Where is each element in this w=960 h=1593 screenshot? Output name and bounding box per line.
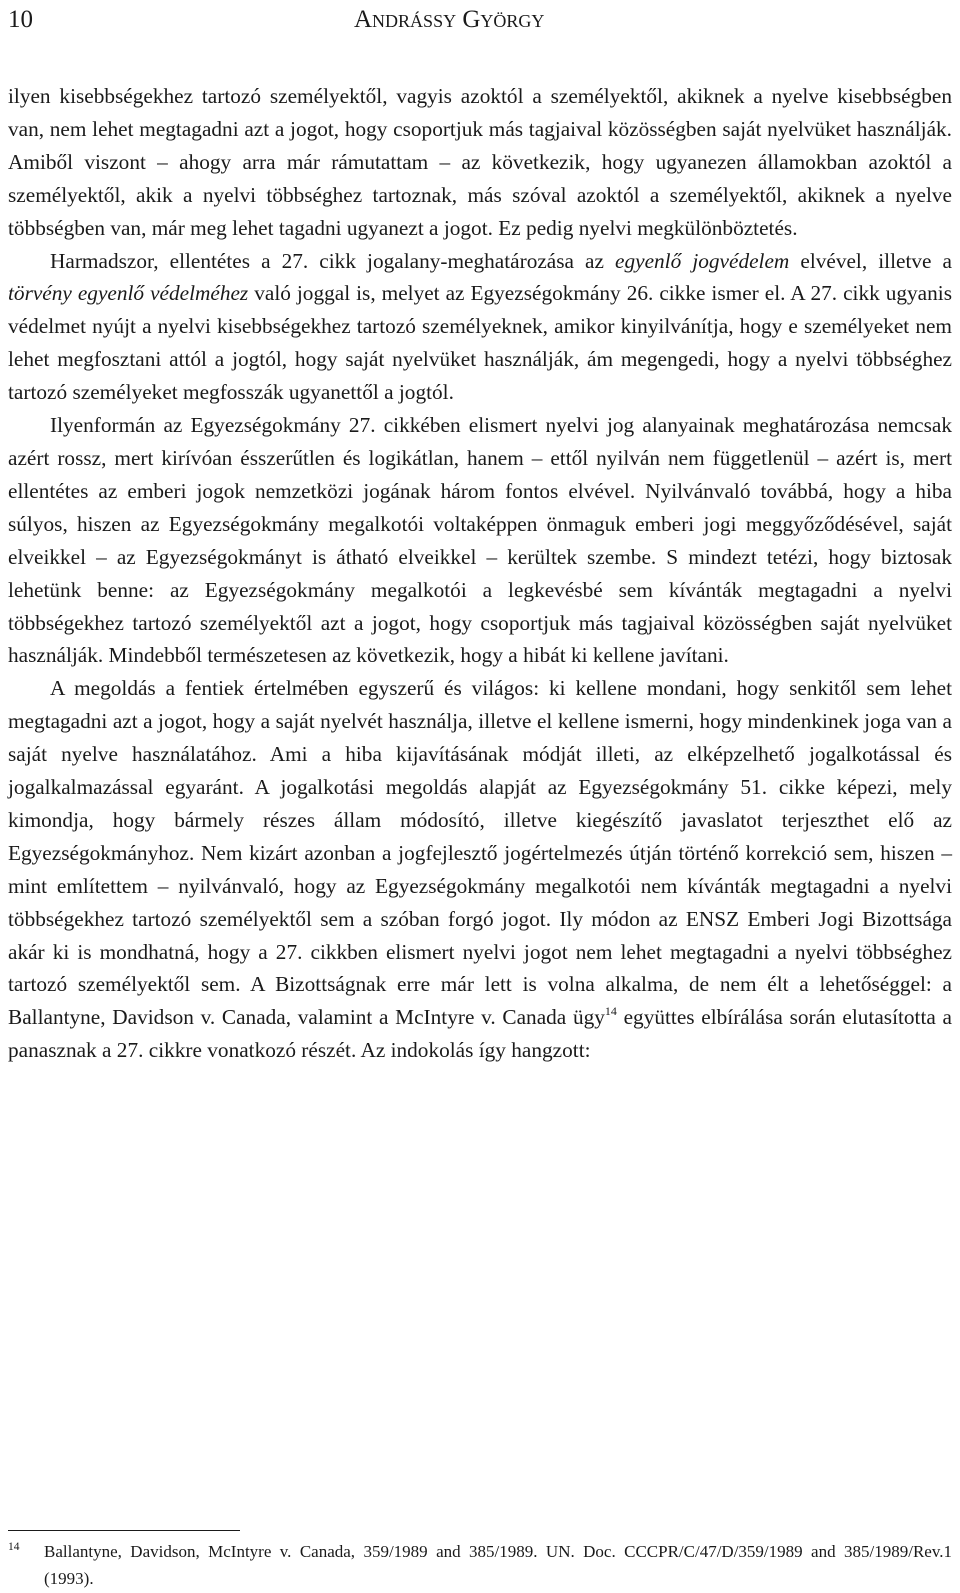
emphasis-text: egyenlő jogvédelem bbox=[615, 248, 790, 273]
paragraph-text: ilyen kisebbségekhez tartozó személyektől, vagyis azoktól a személyektől, akiknek a nyelve kisebbségben van, nem lehet megtagadni azt a jogot, hogy csoportjuk más tagjaival közösségben saját nyelvüket használják. Amiből viszont – ahogy arra már rámutattam – az következik, hogy ugyanezen államokban azoktól a személyektől, akik a nyelvi többséghez tartoznak, más szóval azoktól a személyektől, akiknek a nyelve többségben van, már meg lehet tagadni ugyanezt a jogot. Ez pedig nyelvi megkülönböztetés. bbox=[8, 84, 952, 240]
paragraph bbox=[8, 80, 952, 245]
paragraph bbox=[8, 672, 952, 1067]
paragraph-text: Ilyenformán az Egyezségokmány 27. cikkében elismert nyelvi jog alanyainak meghatározása nemcsak azért rossz, mert kirívóan ésszerűtlen és logikátlan, hanem – ettől nyilván nem függetlenül – azért is, mert ellentétes az emberi jogok nemzetközi jogának három fontos elvével. Nyilvánvaló továbbá, hogy a hiba súlyos, hiszen az Egyezségokmány megalkotói voltaképpen önmaguk emberi jogi meggyőződésével, saját elveikkel – az Egyezségokmányt is átható elveikkel – kerültek szembe. S mindezt tetézi, hogy biztosak lehetünk benne: az Egyezségokmány megalkotói a legkevésbé sem kívánták megtagadni a nyelvi többségekhez tartozó személyektől azt a jogot, hogy csoportjuk más tagjaival közösségben saját nyelvüket használják. Mindebből természetesen az következik, hogy a hibát ki kellene javítani. bbox=[8, 413, 952, 668]
footnote-separator bbox=[8, 1530, 240, 1531]
page-number: 10 bbox=[8, 6, 33, 33]
footnote-number: 14 bbox=[8, 1541, 20, 1553]
header-author: Andrássy György bbox=[354, 6, 545, 33]
paragraph-text: Harmadszor, ellentétes a 27. cikk jogalany-meghatározása az bbox=[50, 248, 616, 273]
running-header bbox=[8, 2, 952, 38]
footnote bbox=[8, 1538, 952, 1592]
emphasis-text: törvény egyenlő védelméhez bbox=[8, 281, 249, 306]
paragraph-text: A megoldás a fentiek értelmében egyszerű és világos: ki kellene mondani, hogy senkitől sem lehet megtagadni azt a jogot, hogy a saját nyelvét használja, illetve el kellene ismerni, hogy mindenkinek joga van a saját nyelve használatához. Ami a hiba kijavításának módját illeti, az elképzelhető jogalkotással és jogalkalmazással egyaránt. A jogalkotási megoldás alapját az Egyezségokmány 51. cikke képezi, mely kimondja, hogy bármely részes állam módosító, illetve kiegészítő javaslatot terjeszthet elő az Egyezségokmányhoz. Nem kizárt azonban a jogfejlesztő jogértelmezés útján történő korrekció sem, hiszen – mint említettem – nyilvánvaló, hogy az Egyezségokmány megalkotói nem kívánták megtagadni a nyelvi többségekhez tartozó személyektől sem a szóban forgó jogot. Ily módon az ENSZ Emberi Jogi Bizottsága akár ki is mondhatná, hogy a 27. cikkben elismert nyelvi jogot nem lehet megtagadni a nyelvi többséghez tartozó személyektől sem. A Bizottságnak erre már lett is volna alkalma, de nem élt a lehetőséggel: a Ballantyne, Davidson v. Canada, valamint a McIntyre v. Canada ügy bbox=[8, 676, 952, 1030]
paragraph-text: való joggal is, melyet az Egyezségokmány 26. cikke ismer el. A 27. cikk ugyanis védelmet nyújt a nyelvi kisebbségekhez tartozó személyeknek, amikor kinyilvánítja, hogy e személyeket nem lehet megfosztani attól a jogtól, hogy saját nyelvüket használják, ám megengedi, hogy a nyelvi többséghez tartozó személyeket megfosszák ugyanettől a jogtól. bbox=[8, 281, 952, 405]
paragraph-text: elvével, illetve a bbox=[789, 248, 952, 273]
body-text bbox=[8, 80, 952, 1067]
paragraph-text: együttes elbírálása során elutasította a panasznak a 27. cikkre vonatkozó részét. Az indokolás így hangzott: bbox=[8, 1005, 952, 1063]
footnote-text: Ballantyne, Davidson, McIntyre v. Canada, 359/1989 and 385/1989. UN. Doc. CCCPR/C/47/D/359/1989 and 385/1989/Rev.1 (1993). bbox=[44, 1542, 952, 1588]
paragraph bbox=[8, 409, 952, 672]
paragraph bbox=[8, 245, 952, 410]
footnote-reference[interactable]: 14 bbox=[604, 1004, 617, 1019]
